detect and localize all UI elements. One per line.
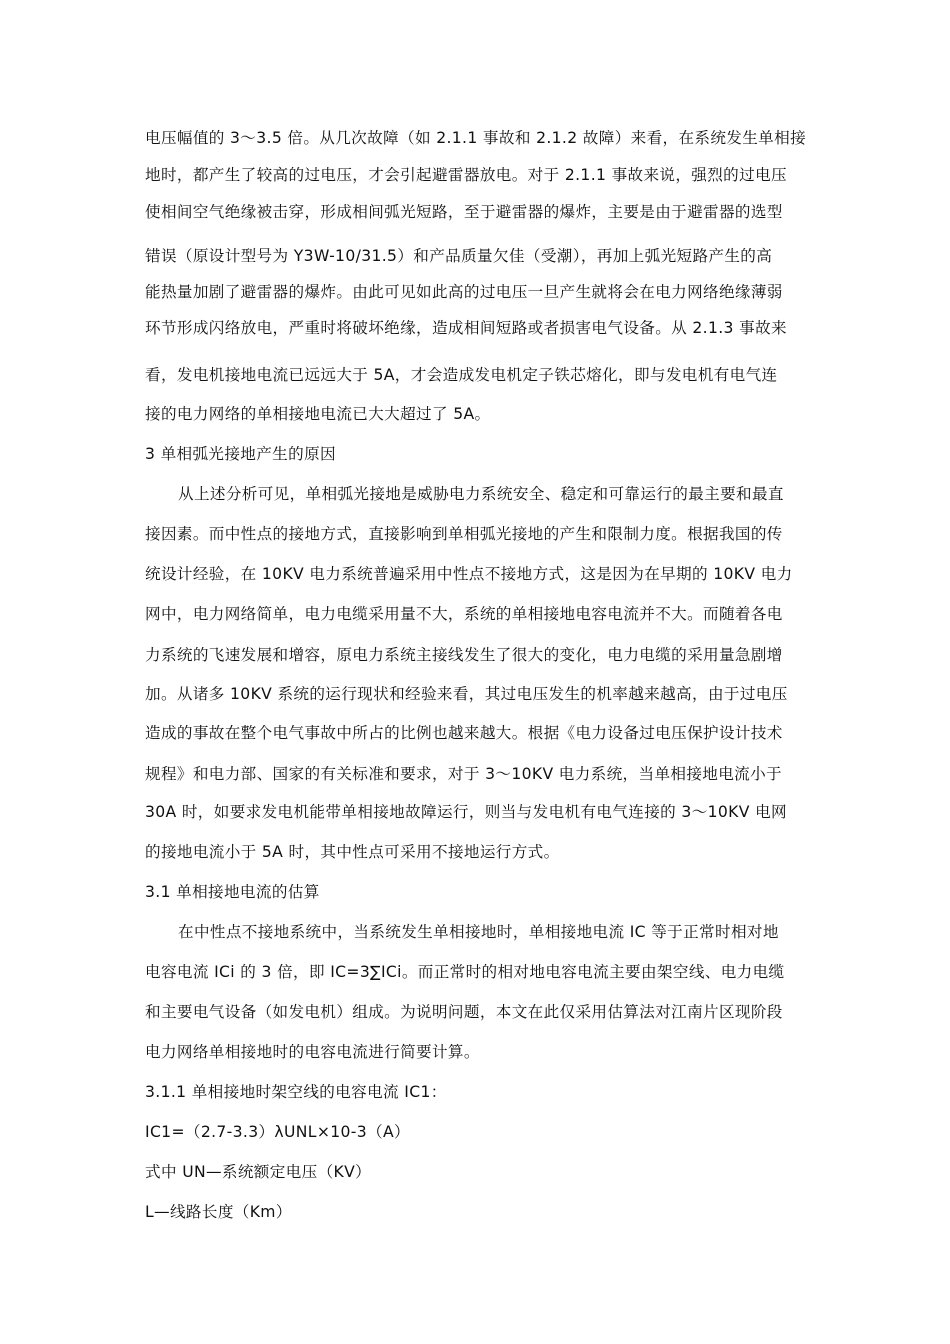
- text-line: 电压幅值的 3～3.5 倍。从几次故障（如 2.1.1 事故和 2.1.2 故障）来看，在系统发生单相接: [145, 129, 807, 147]
- paragraph-first-line: 从上述分析可见，单相弧光接地是威胁电力系统安全、稳定和可靠运行的最主要和最直: [178, 485, 784, 503]
- text-line: 使相间空气绝缘被击穿，形成相间弧光短路，至于避雷器的爆炸，主要是由于避雷器的选型: [145, 203, 783, 221]
- text-line: 统设计经验，在 10KV 电力系统普遍采用中性点不接地方式，这是因为在早期的 10KV 电力: [145, 565, 793, 583]
- text-line: 地时，都产生了较高的过电压，才会引起避雷器放电。对于 2.1.1 事故来说，强烈的过电压: [145, 166, 787, 184]
- text-line: 规程》和电力部、国家的有关标准和要求，对于 3～10KV 电力系统，当单相接地电流小于: [145, 765, 782, 783]
- text-line: 电容电流 ICi 的 3 倍，即 IC=3∑ICi。而正常时的相对地电容电流主要由架空线、电力电缆: [145, 963, 785, 981]
- text-line: 力系统的飞速发展和增容，原电力系统主接线发生了很大的变化，电力电缆的采用量急剧增: [145, 646, 783, 664]
- text-line: 网中，电力网络简单，电力电缆采用量不大，系统的单相接地电容电流并不大。而随着各电: [145, 605, 783, 623]
- text-line: 接的电力网络的单相接地电流已大大超过了 5A。: [145, 405, 491, 423]
- section-heading: 3 单相弧光接地产生的原因: [145, 445, 336, 463]
- text-line: 的接地电流小于 5A 时，其中性点可采用不接地运行方式。: [145, 843, 560, 861]
- subsubsection-heading: 3.1.1 单相接地时架空线的电容电流 IC1：: [145, 1083, 447, 1101]
- paragraph-first-line: 在中性点不接地系统中，当系统发生单相接地时，单相接地电流 IC 等于正常时相对地: [178, 923, 779, 941]
- subsection-heading: 3.1 单相接地电流的估算: [145, 883, 320, 901]
- text-line: 看，发电机接地电流已远远大于 5A，才会造成发电机定子铁芯熔化，即与发电机有电气连: [145, 366, 778, 384]
- text-line: 30A 时，如要求发电机能带单相接地故障运行，则当与发电机有电气连接的 3～10KV 电网: [145, 803, 787, 821]
- text-line: 环节形成闪络放电，严重时将破坏绝缘，造成相间短路或者损害电气设备。从 2.1.3 事故来: [145, 319, 787, 337]
- text-line: 能热量加剧了避雷器的爆炸。由此可见如此高的过电压一旦产生就将会在电力网络绝缘薄弱: [145, 283, 783, 301]
- text-line: 错误（原设计型号为 Y3W-10/31.5）和产品质量欠佳（受潮），再加上弧光短路产生的高: [145, 247, 773, 265]
- text-line: 和主要电气设备（如发电机）组成。为说明问题，本文在此仅采用估算法对江南片区现阶段: [145, 1003, 783, 1021]
- text-line: 加。从诸多 10KV 系统的运行现状和经验来看，其过电压发生的机率越来越高，由于过电压: [145, 685, 788, 703]
- text-line: 接因素。而中性点的接地方式，直接影响到单相弧光接地的产生和限制力度。根据我国的传: [145, 525, 783, 543]
- text-line: 电力网络单相接地时的电容电流进行简要计算。: [145, 1043, 480, 1061]
- text-line: 造成的事故在整个电气事故中所占的比例也越来越大。根据《电力设备过电压保护设计技术: [145, 724, 783, 742]
- formula-definition: 式中 UN—系统额定电压（KV）: [145, 1163, 372, 1181]
- formula-line: IC1=（2.7-3.3）λUNL×10-3（A）: [145, 1123, 410, 1141]
- formula-definition: L—线路长度（Km）: [145, 1203, 292, 1221]
